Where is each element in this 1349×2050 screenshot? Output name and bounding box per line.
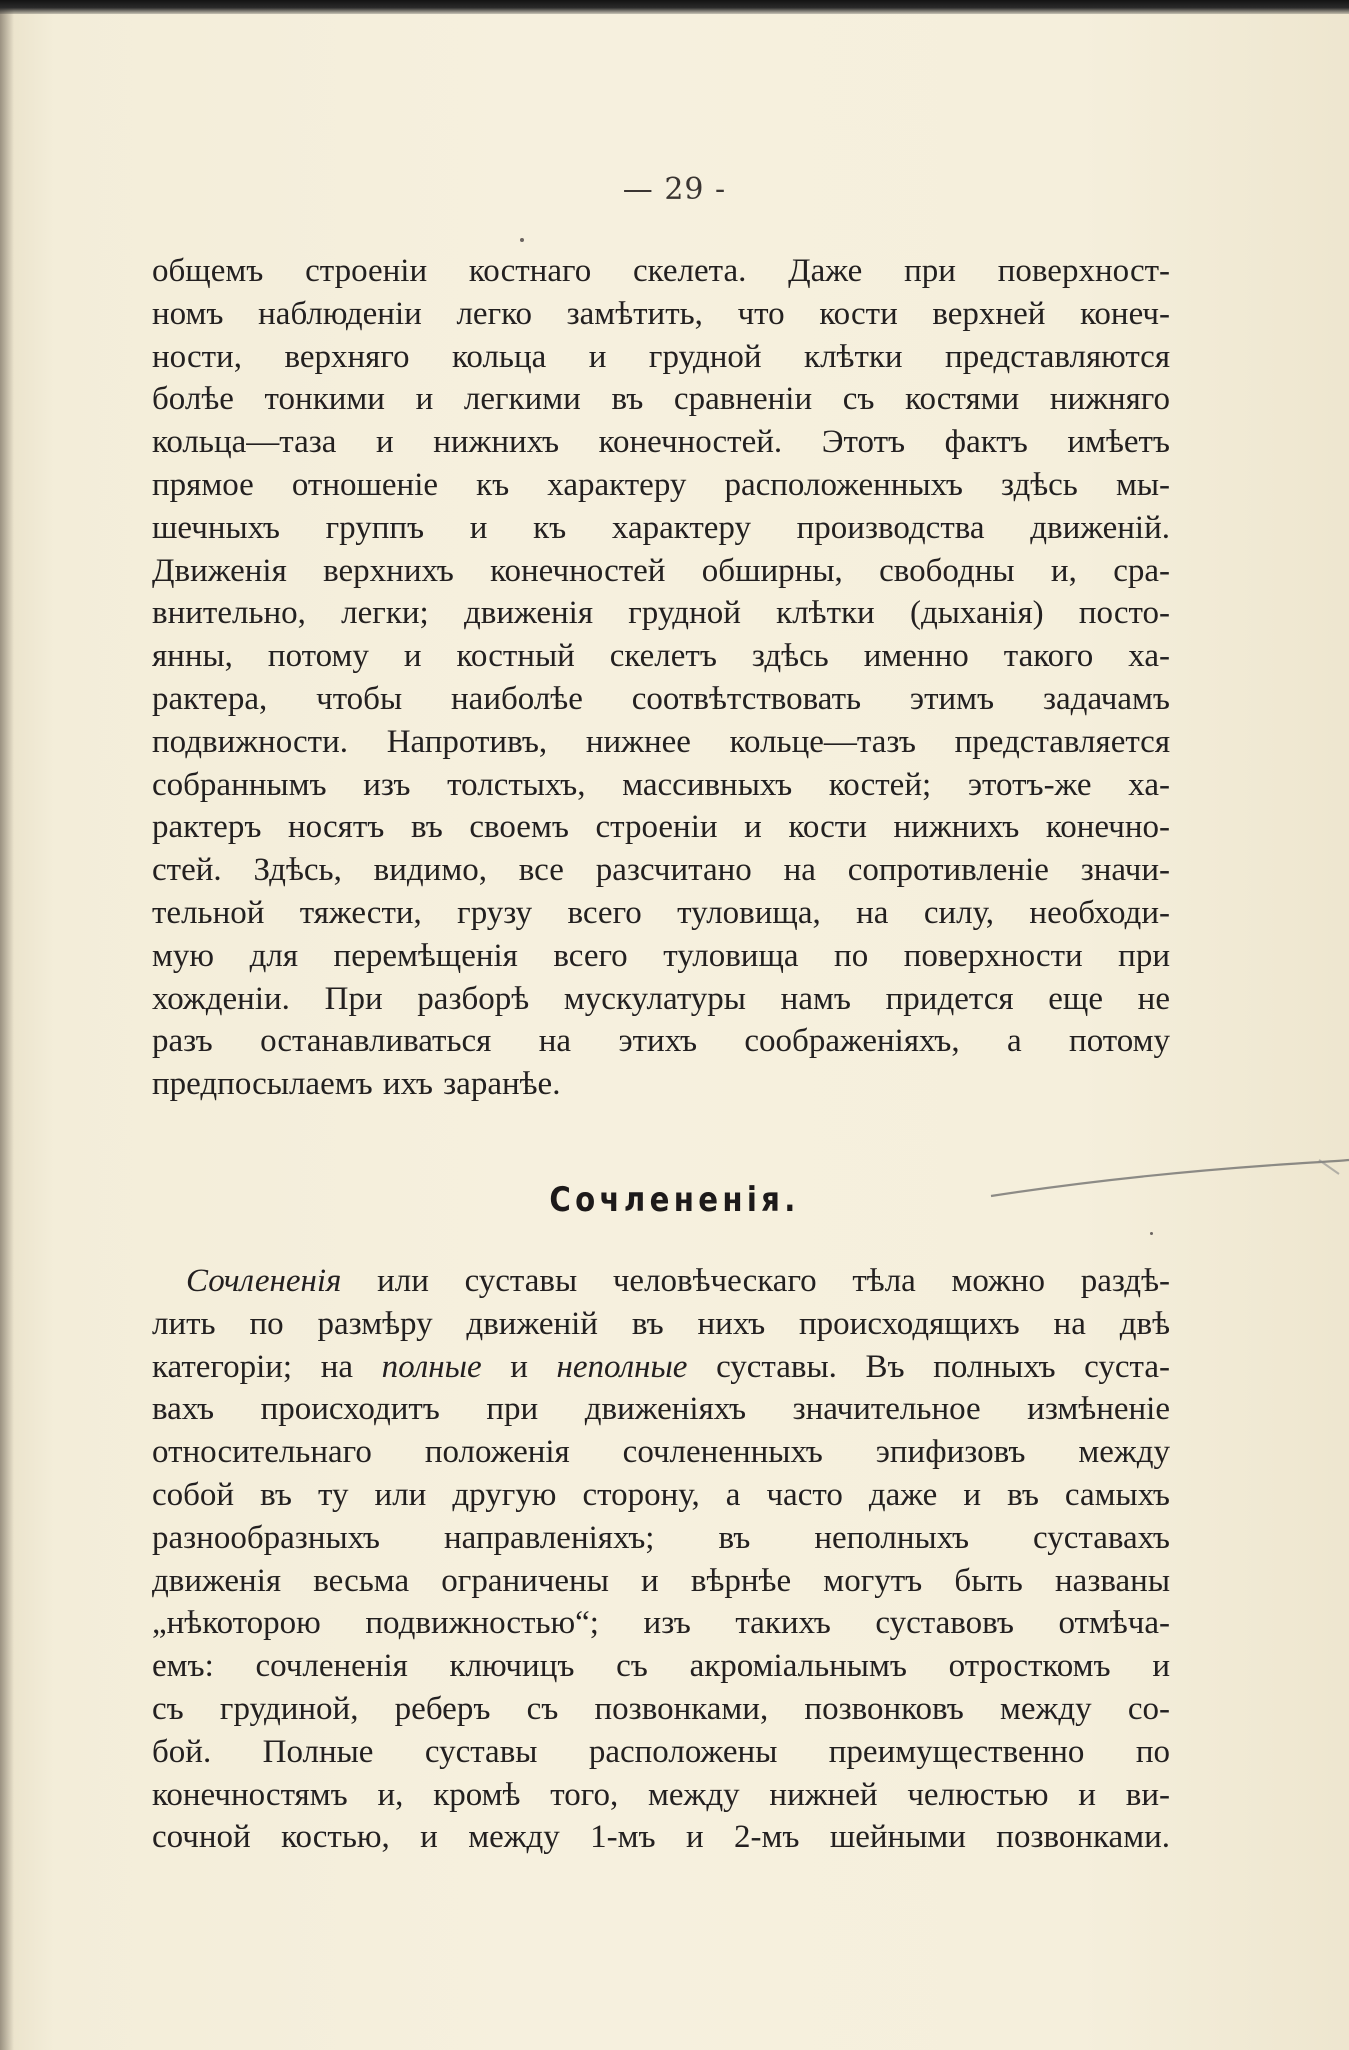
scan-top-border xyxy=(0,0,1349,14)
text-line: вахъ происходитъ при движеніяхъ значительное измѣненіе xyxy=(152,1391,1170,1428)
text-line: номъ наблюденіи легко замѣтить, что кости верхней конеч- xyxy=(152,295,1170,332)
text-line: стей. Здѣсь, видимо, все разсчитано на сопротивленіе значи- xyxy=(152,852,1170,889)
text-line: собой въ ту или другую сторону, а часто даже и въ самыхъ xyxy=(152,1476,1170,1513)
text-line: хожденіи. При разборѣ мускулатуры намъ придется еще не xyxy=(152,980,1170,1017)
text-line: собраннымъ изъ толстыхъ, массивныхъ костей; этотъ-же ха- xyxy=(152,766,1170,803)
text-line: общемъ строеніи костнаго скелета. Даже при поверхност- xyxy=(152,253,1170,289)
scan-edge-shadow xyxy=(0,0,14,2050)
text-line: шечныхъ группъ и къ характеру производства движеній. xyxy=(152,509,1170,546)
text-line: подвижности. Напротивъ, нижнее кольце—тазъ представляется xyxy=(152,723,1170,760)
text-run: и xyxy=(481,1348,557,1385)
italic-term: неполные xyxy=(556,1348,688,1385)
text-line: относительнаго положенія сочлененныхъ эпифизовъ между xyxy=(152,1434,1170,1471)
text-line: Движенія верхнихъ конечностей обширны, свободны и, сра- xyxy=(152,552,1170,589)
text-line: разнообразныхъ направленіяхъ; въ неполныхъ суставахъ xyxy=(152,1519,1170,1556)
text-line xyxy=(152,1260,1170,1303)
text-line: рактеръ носятъ въ своемъ строеніи и кости нижнихъ конечно- xyxy=(152,809,1170,846)
text-run: или суставы человѣческаго тѣла можно раздѣ- xyxy=(341,1263,1170,1299)
text-line xyxy=(152,1346,1170,1389)
text-line: конечностямъ и, кромѣ того, между нижней челюстью и ви- xyxy=(152,1776,1170,1813)
text-line: рактера, чтобы наиболѣе соотвѣтствовать этимъ задачамъ xyxy=(152,680,1170,717)
italic-term: Сочлененія xyxy=(186,1263,342,1299)
text-line: ности, верхняго кольца и грудной клѣтки представляются xyxy=(152,338,1170,375)
text-line: предпосылаемъ ихъ заранѣе. xyxy=(152,1066,561,1103)
section-heading: Сочлененія. xyxy=(549,1180,800,1220)
text-line: разъ останавливаться на этихъ соображеніяхъ, а потому xyxy=(152,1023,1170,1060)
ink-speck xyxy=(520,238,524,242)
text-line: емъ: сочлененія ключицъ съ акроміальнымъ отросткомъ и xyxy=(152,1648,1170,1685)
text-line: мую для перемѣщенія всего туловища по поверхности при xyxy=(152,937,1170,974)
page-number: — 29 - xyxy=(622,172,727,207)
italic-term: полные xyxy=(381,1348,482,1385)
text-line: сочной костью, и между 1-мъ и 2-мъ шейными позвонками. xyxy=(152,1819,1170,1856)
paragraph-joints xyxy=(152,1260,1170,1859)
text-line: внительно, легки; движенія грудной клѣтки (дыханія) посто- xyxy=(152,595,1170,632)
text-line: болѣе тонкими и легкими въ сравненіи съ костями нижняго xyxy=(152,381,1170,418)
text-line: „нѣкоторою подвижностью“; изъ такихъ суставовъ отмѣча- xyxy=(152,1605,1170,1642)
text-line: кольца—таза и нижнихъ конечностей. Этотъ фактъ имѣетъ xyxy=(152,424,1170,461)
ink-speck xyxy=(1150,1232,1153,1235)
text-line: бой. Полные суставы расположены преимущественно по xyxy=(152,1733,1170,1770)
paragraph-bones xyxy=(152,250,1170,1106)
text-line: движенія весьма ограничены и вѣрнѣе могутъ быть названы xyxy=(152,1562,1170,1599)
text-run: суставы. Въ полныхъ суста- xyxy=(687,1348,1170,1385)
text-line: янны, потому и костный скелетъ здѣсь именно такого ха- xyxy=(152,638,1170,675)
text-line: съ грудиной, реберъ съ позвонками, позвонковъ между со- xyxy=(152,1690,1170,1727)
text-line: лить по размѣру движеній въ нихъ происходящихъ на двѣ xyxy=(152,1305,1170,1342)
text-run: категоріи; на xyxy=(152,1348,382,1385)
text-line: прямое отношеніе къ характеру расположенныхъ здѣсь мы- xyxy=(152,466,1170,503)
text-line: тельной тяжести, грузу всего туловища, на силу, необходи- xyxy=(152,894,1170,931)
